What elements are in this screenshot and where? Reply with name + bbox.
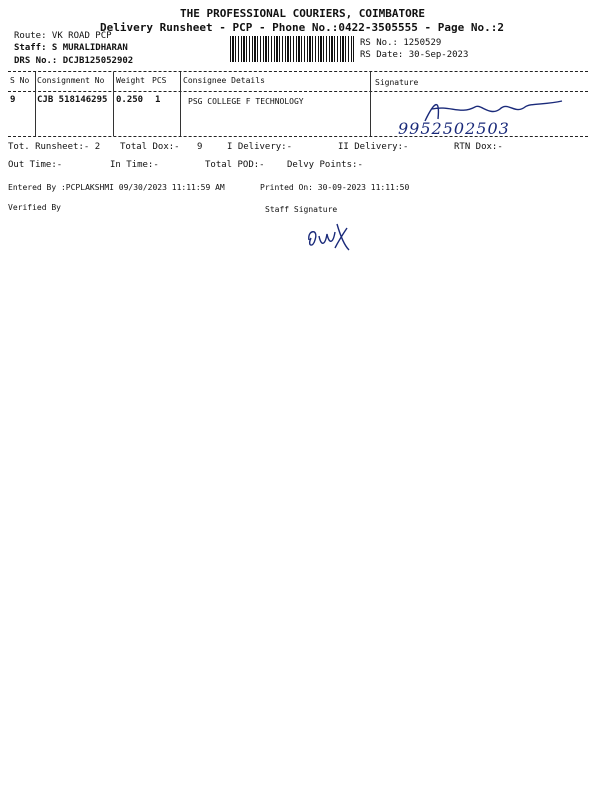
out-time: Out Time:- (8, 160, 63, 170)
total-dox-label: Total Dox:- (120, 142, 180, 152)
staff-signature-icon (305, 218, 355, 252)
table-header-rule (8, 91, 588, 92)
staff-label: Staff: S MURALIDHARAN (14, 43, 128, 53)
row-weight: 0.250 (116, 95, 144, 105)
col-header-pcs: PCS (152, 76, 167, 85)
table-top-rule (8, 71, 588, 72)
row-pcs: 1 (155, 95, 161, 105)
col-header-weight: Weight (116, 76, 145, 85)
printed-on: Printed On: 30-09-2023 11:11:50 (260, 183, 410, 192)
rs-number: RS No.: 1250529 (360, 38, 442, 48)
route-label: Route: VK ROAD PCP (14, 31, 112, 41)
delvy-points: Delvy Points:- (287, 160, 363, 170)
row-consignee: PSG COLLEGE F TECHNOLOGY (188, 97, 304, 106)
ii-delivery: II Delivery:- (338, 142, 409, 152)
row-sno: 9 (10, 95, 16, 105)
i-delivery: I Delivery:- (227, 142, 293, 152)
receiver-phone: 9952502503 (398, 119, 510, 138)
row-consignment: CJB 518146295 (37, 95, 108, 105)
runsheet-subtitle: Delivery Runsheet - PCP - Phone No.:0422-3505555 - Page No.:2 (100, 21, 504, 34)
total-dox-value: 9 (197, 142, 203, 152)
entered-by: Entered By :PCPLAKSHMI 09/30/2023 11:11:59 AM (8, 183, 225, 192)
staff-signature-label: Staff Signature (265, 205, 338, 214)
tot-runsheet: Tot. Runsheet:- 2 (8, 142, 101, 152)
col-header-consignment: Consignment No (37, 76, 105, 85)
drs-number: DRS No.: DCJB125052902 (14, 56, 134, 66)
verified-by: Verified By (8, 203, 61, 212)
rs-date: RS Date: 30-Sep-2023 (360, 50, 469, 60)
total-pod: Total POD:- (205, 160, 265, 170)
col-header-consignee: Consignee Details (183, 76, 265, 85)
col-header-signature: Signature (375, 78, 419, 87)
in-time: In Time:- (110, 160, 159, 170)
rtn-dox: RTN Dox:- (454, 142, 503, 152)
company-title: THE PROFESSIONAL COURIERS, COIMBATORE (180, 7, 426, 20)
barcode (230, 36, 354, 62)
col-header-sno: S No (10, 76, 30, 85)
